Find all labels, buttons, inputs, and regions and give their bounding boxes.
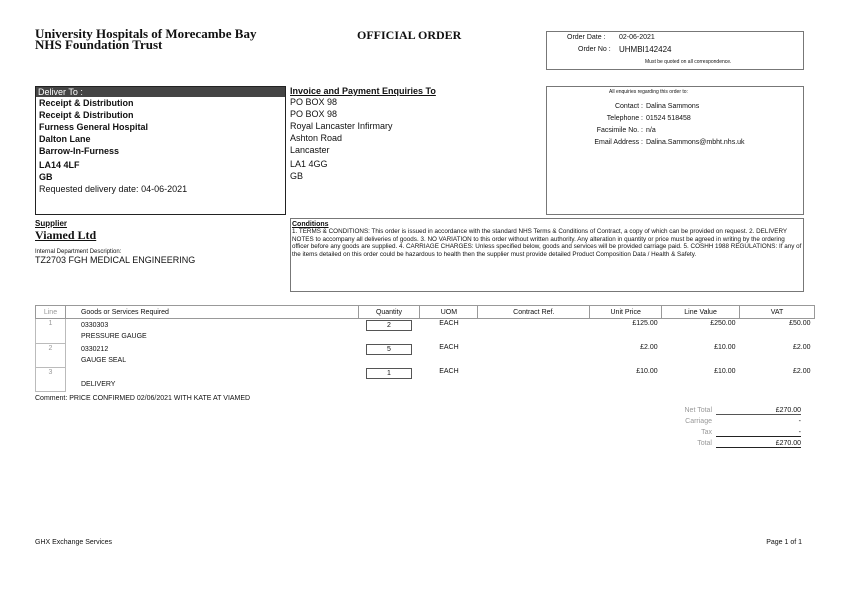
fax-row	[547, 125, 797, 137]
deliver-country: GB	[39, 172, 53, 182]
order-info-box	[546, 31, 804, 70]
department-value: TZ2703 FGH MEDICAL ENGINEERING	[35, 255, 196, 265]
conditions-text: 1. TERMS & CONDITIONS: This order is issued in accordance with the standard NHS Terms & Conditions of Contract, a copy of which can be provided on request. 2. DELIVERY NOTES to accompany all deliveries of goods. 3. NO VARIATION to this order without written authority. Any alteration in quantity or price must be agreed in writing by the ordering officer before any goods are supplied. 4. CARRIAGE CHARGES: Unless specified below, goods and services will be provided carriage paid. 5. COSHH 1988 REGULATIONS: If any of the items detailed on this order could be hazardous to health then the supplier must provide detailed Product Composition Data / Health & Safety.	[292, 228, 802, 259]
deliver-line-3: Furness General Hospital	[39, 122, 149, 132]
row-quantity: 1	[366, 368, 412, 379]
order-lines-table	[35, 305, 815, 392]
email-label: Email Address :	[594, 139, 643, 146]
row-uom: EACH	[439, 344, 459, 351]
table-row	[36, 343, 815, 367]
col-header-goods: Goods or Services Required	[65, 306, 358, 319]
telephone-row	[547, 113, 797, 125]
invoice-section	[290, 86, 544, 182]
row-code	[81, 368, 357, 379]
row-unit-price: £125.00	[632, 320, 658, 327]
page-number: Page 1 of 1	[766, 539, 802, 546]
enquiries-box	[546, 86, 804, 215]
deliver-line-1: Receipt & Distribution	[39, 98, 134, 108]
row-contract-ref	[478, 367, 590, 391]
row-line-value: £10.00	[714, 344, 736, 351]
row-code: 0330303	[80, 322, 109, 329]
carriage-row	[640, 416, 805, 427]
conditions-box	[290, 218, 804, 292]
invoice-country: GB	[290, 171, 304, 181]
row-line-number: 1	[36, 319, 66, 344]
row-vat: £50.00	[789, 320, 811, 327]
contact-label: Contact :	[614, 103, 643, 110]
row-unit-price: £10.00	[636, 368, 658, 375]
row-uom: EACH	[439, 320, 459, 327]
footer-provider: GHX Exchange Services	[35, 539, 113, 546]
order-date: 02-06-2021	[619, 34, 655, 41]
document-title: OFFICIAL ORDER	[357, 28, 462, 42]
order-note: Must be quoted on all correspondence.	[645, 59, 732, 65]
invoice-line-4: Ashton Road	[290, 133, 343, 143]
deliver-line-2: Receipt & Distribution	[39, 110, 134, 120]
fax-value: n/a	[646, 127, 656, 134]
tax-value: -	[716, 429, 801, 437]
invoice-line-2: PO BOX 98	[290, 109, 338, 119]
row-line-number: 2	[36, 343, 66, 367]
grand-total-row	[640, 438, 805, 449]
conditions-label: Conditions	[292, 221, 329, 228]
tax-label: Tax	[701, 429, 712, 436]
col-header-quantity: Quantity	[358, 306, 420, 319]
col-header-vat: VAT	[740, 306, 815, 319]
deliver-to-label: Deliver To :	[36, 87, 285, 97]
row-goods	[65, 343, 358, 367]
email-value: Dalina.Sammons@mbht.nhs.uk	[646, 139, 745, 146]
order-comment: Comment: PRICE CONFIRMED 02/06/2021 WITH KATE AT VIAMED	[35, 395, 251, 402]
row-vat: £2.00	[792, 368, 811, 375]
supplier-section	[35, 219, 285, 265]
deliver-line-4: Dalton Lane	[39, 134, 91, 144]
fax-label: Facsimile No. :	[596, 127, 643, 134]
row-goods	[65, 367, 358, 391]
deliver-to-box	[35, 86, 286, 215]
row-quantity: 2	[366, 320, 412, 331]
invoice-label: Invoice and Payment Enquiries To	[290, 86, 436, 96]
row-line-value: £10.00	[714, 368, 736, 375]
email-row	[547, 137, 797, 149]
row-unit-price: £2.00	[640, 344, 658, 351]
invoice-postcode: LA1 4GG	[290, 159, 328, 169]
invoice-line-3: Royal Lancaster Infirmary	[290, 121, 393, 131]
grand-total-label: Total	[697, 440, 712, 447]
deliver-line-5: Barrow-In-Furness	[39, 146, 120, 156]
table-row	[36, 367, 815, 391]
telephone-label: Telephone :	[606, 115, 643, 122]
contact-value: Dalina Sammons	[646, 103, 700, 110]
order-no: UHMBI142424	[619, 45, 672, 54]
totals-section	[640, 405, 805, 449]
carriage-value: -	[798, 418, 801, 425]
department-label: Internal Department Description:	[35, 249, 122, 255]
grand-total-value: £270.00	[716, 440, 801, 448]
row-contract-ref	[478, 319, 590, 344]
row-quantity: 5	[366, 344, 412, 355]
row-description: GAUGE SEAL	[80, 357, 127, 364]
supplier-name: Viamed Ltd	[35, 228, 97, 242]
row-contract-ref	[478, 343, 590, 367]
row-uom: EACH	[439, 368, 459, 375]
col-header-contract-ref: Contract Ref.	[478, 306, 590, 319]
row-description: PRESSURE GAUGE	[80, 333, 147, 340]
telephone-value: 01524 518458	[646, 115, 691, 122]
net-total-label: Net Total	[684, 407, 712, 414]
col-header-line: Line	[36, 306, 66, 319]
enquiries-heading: All enquiries regarding this order to:	[609, 89, 688, 95]
row-line-number: 3	[36, 367, 66, 391]
row-description: DELIVERY	[80, 381, 116, 388]
requested-delivery-date: Requested delivery date: 04-06-2021	[39, 184, 188, 194]
carriage-label: Carriage	[685, 418, 712, 425]
net-total-value: £270.00	[716, 407, 801, 415]
deliver-postcode: LA14 4LF	[39, 160, 80, 170]
order-no-label: Order No :	[578, 46, 611, 53]
col-header-line-value: Line Value	[662, 306, 740, 319]
contact-row	[547, 101, 797, 113]
col-header-uom: UOM	[420, 306, 478, 319]
invoice-line-5: Lancaster	[290, 145, 330, 155]
row-vat: £2.00	[792, 344, 811, 351]
row-goods	[65, 319, 358, 344]
net-total-row	[640, 405, 805, 416]
order-date-label: Order Date :	[567, 34, 606, 41]
invoice-line-1: PO BOX 98	[290, 97, 338, 107]
row-line-value: £250.00	[710, 320, 736, 327]
col-header-unit-price: Unit Price	[590, 306, 662, 319]
tax-row	[640, 427, 805, 438]
org-name	[35, 28, 256, 50]
row-code: 0330212	[80, 346, 109, 353]
table-row	[36, 319, 815, 344]
org-name-line1: University Hospitals of Morecambe Bay	[35, 26, 257, 41]
supplier-label: Supplier	[35, 219, 68, 228]
org-name-line2: NHS Foundation Trust	[35, 37, 163, 52]
table-header-row	[36, 306, 815, 319]
